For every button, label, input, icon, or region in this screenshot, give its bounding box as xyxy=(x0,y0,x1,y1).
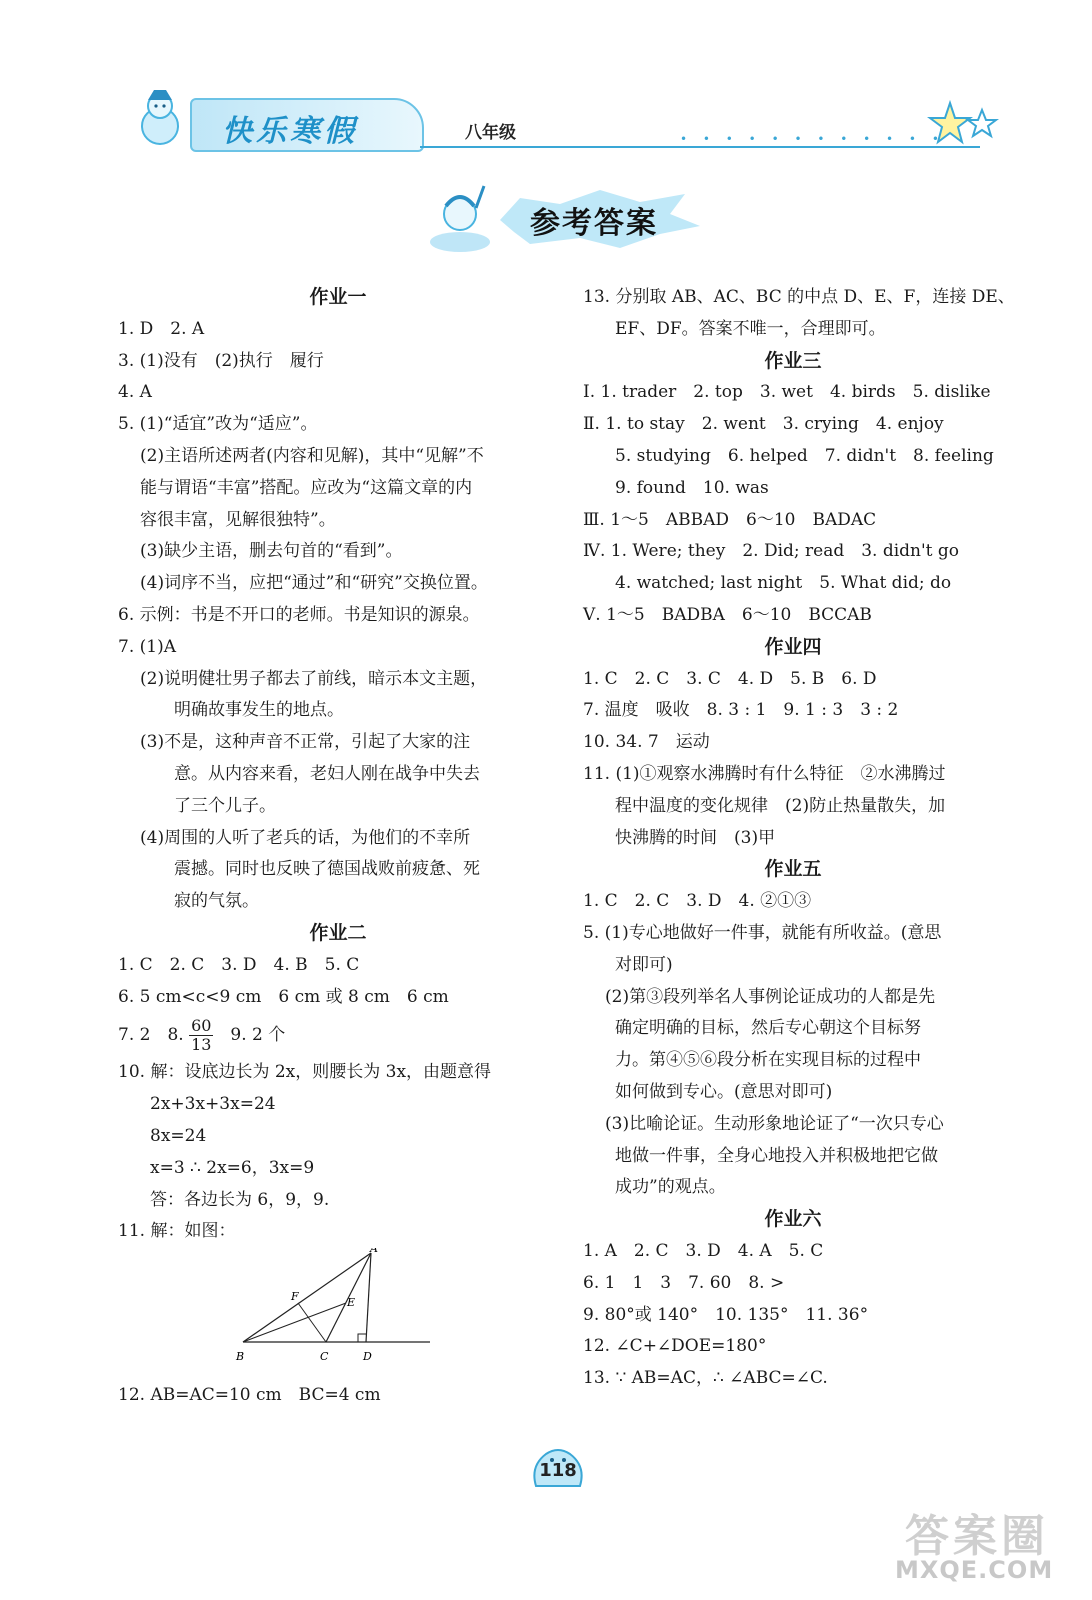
watermark-url: MXQE.COM xyxy=(895,1556,1054,1584)
answer-line: 10. 解：设底边长为 2x，则腰长为 3x，由题意得 xyxy=(118,1062,492,1083)
banner xyxy=(190,98,424,152)
answer-line: 4. A xyxy=(118,382,152,403)
answer-line: (2)主语所述两者(内容和见解)，其中“见解”不 xyxy=(140,445,484,466)
vertex-label-e: E xyxy=(347,1296,356,1310)
answer-line: (4)周围的人听了老兵的话，为他们的不幸所 xyxy=(140,827,471,848)
answer-line: 12. AB=AC=10 cm BC=4 cm xyxy=(118,1384,381,1405)
answer-line: 6. 5 cm<c<9 cm 6 cm 或 8 cm 6 cm xyxy=(118,986,449,1007)
equation-line: x=3 ∴ 2x=6，3x=9 xyxy=(150,1157,315,1178)
title-block xyxy=(420,180,700,260)
left-column xyxy=(118,282,558,1412)
answer-line: 力。第④⑤⑥段分析在实现目标的过程中 xyxy=(615,1050,921,1071)
fraction-denominator: 13 xyxy=(191,1035,212,1055)
page-header xyxy=(120,88,1010,158)
vertex-label-f: F xyxy=(291,1290,299,1304)
header-dots: • • • • • • • • • • • • • xyxy=(680,132,968,146)
geometry-figure xyxy=(118,1248,558,1368)
vertex-label-b: B xyxy=(236,1350,245,1364)
vertex-label-a: A xyxy=(370,1248,378,1256)
answer-line: (2)第③段列举名人事例论证成功的人都是先 xyxy=(605,986,936,1007)
answer-line: 成功”的观点。 xyxy=(615,1177,726,1198)
answer-line: 确定明确的目标，然后专心朝这个目标努 xyxy=(615,1018,921,1039)
answer-line: 7. (1)A xyxy=(118,636,176,657)
answer-line: 6. 示例：书是不开口的老师。书是知识的源泉。 xyxy=(118,604,480,625)
section-heading: 作业一 xyxy=(309,286,367,308)
answer-line: 容很丰富，见解很独特”。 xyxy=(140,509,336,530)
answer-line: 11. 解：如图： xyxy=(118,1221,236,1242)
girl-mascot-icon xyxy=(420,180,500,260)
answer-line: 明确故事发生的地点。 xyxy=(174,700,344,721)
answer-line: 能与谓语“丰富”搭配。应改为“这篇文章的内 xyxy=(140,477,473,498)
star-decoration-icon xyxy=(920,98,1010,148)
answer-line: 震撼。同时也反映了德国战败前疲惫、死 xyxy=(174,859,480,880)
answer-line: (3)不是，这种声音不正常，引起了大家的注 xyxy=(140,732,471,753)
equation-line: 2x+3x+3x=24 xyxy=(150,1094,276,1115)
vertex-label-d: D xyxy=(363,1350,372,1364)
answer-line: 程中温度的变化规律 (2)防止热量散失，加 xyxy=(615,795,946,816)
answer-part: 9. 2 个 xyxy=(213,1025,286,1046)
fraction xyxy=(189,1017,213,1054)
grade-label: 八年级 xyxy=(465,123,516,143)
answer-line: (2)说明健壮男子都去了前线，暗示本文主题， xyxy=(140,668,488,689)
answer-line: 5. (1)专心地做好一件事，就能有所收益。(意思 xyxy=(583,922,942,943)
answer-line: 9. 80°或 140° 10. 135° 11. 36° xyxy=(583,1304,869,1325)
answer-line: 如何做到专心。(意思对即可) xyxy=(615,1081,833,1102)
answer-line: (4)词序不当，应把“通过”和“研究”交换位置。 xyxy=(140,573,488,594)
answer-line: 7. 温度 吸收 8. 3 : 1 9. 1 : 3 3 : 2 xyxy=(583,700,899,721)
section-heading: 作业二 xyxy=(309,921,367,944)
snowman-mascot-icon xyxy=(130,88,190,148)
answer-line: 12. ∠C+∠DOE=180° xyxy=(583,1336,767,1357)
answer-line: Ⅳ. 1. Were; they 2. Did; read 3. didn't go xyxy=(583,541,960,562)
page-title: 参考答案 xyxy=(530,206,658,241)
page-number: 118 xyxy=(539,1460,577,1481)
answer-line: 13. ∵ AB=AC，∴ ∠ABC=∠C. xyxy=(583,1368,828,1389)
answer-line: (3)比喻论证。生动形象地论证了“一次只专心 xyxy=(605,1113,944,1134)
section-heading: 作业三 xyxy=(764,349,822,372)
section-heading: 作业四 xyxy=(764,635,822,658)
answer-line: (3)缺少主语，删去句首的“看到”。 xyxy=(140,541,403,562)
answer-line: 5. studying 6. helped 7. didn't 8. feeling xyxy=(615,445,994,466)
answer-line: 寂的气氛。 xyxy=(174,891,259,912)
answer-line: 6. 1 1 3 7. 60 8. > xyxy=(583,1272,785,1293)
answer-line: 1. C 2. C 3. D 4. B 5. C xyxy=(118,954,360,975)
banner-title: 快乐寒假 xyxy=(222,114,358,149)
answer-line: 1. C 2. C 3. C 4. D 5. B 6. D xyxy=(583,668,877,689)
vertex-label-c: C xyxy=(320,1350,329,1364)
answer-line: 意。从内容来看，老妇人刚在战争中失去 xyxy=(174,763,480,784)
answer-line: 4. watched; last night 5. What did; do xyxy=(615,573,952,594)
page-number-badge xyxy=(528,1446,588,1490)
section-heading: 作业六 xyxy=(764,1208,822,1231)
answer-line: 13. 分别取 AB、AC、BC 的中点 D、E、F，连接 DE、 xyxy=(583,287,1015,307)
section-heading: 作业五 xyxy=(764,858,822,881)
answer-line: 1. A 2. C 3. D 4. A 5. C xyxy=(583,1240,824,1261)
fraction-numerator: 60 xyxy=(191,1016,212,1036)
answer-line: 了三个儿子。 xyxy=(174,795,276,816)
answer-line: 地做一件事，全身心地投入并积极地把它做 xyxy=(615,1145,938,1166)
answer-line: 9. found 10. was xyxy=(615,477,769,498)
right-column xyxy=(583,282,1015,1395)
answer-line: Ⅱ. 1. to stay 2. went 3. crying 4. enjoy xyxy=(583,414,944,435)
answer-part: 7. 2 8. xyxy=(118,1025,190,1046)
answer-line: 10. 34. 7 运动 xyxy=(583,732,710,753)
answer-line: 快沸腾的时间 (3)甲 xyxy=(615,827,776,848)
answer-line: 11. (1)①观察水沸腾时有什么特征 ②水沸腾过 xyxy=(583,763,946,784)
answer-line: Ⅲ. 1～5 ABBAD 6～10 BADAC xyxy=(583,509,877,530)
answer-line: 3. (1)没有 (2)执行 履行 xyxy=(118,350,324,371)
answer-line: Ⅴ. 1～5 BADBA 6～10 BCCAB xyxy=(583,604,872,625)
answer-line: 1. D 2. A xyxy=(118,318,205,339)
answer-line: Ⅰ. 1. trader 2. top 3. wet 4. birds 5. dislike xyxy=(583,382,991,403)
answer-line: 1. C 2. C 3. D 4. ②①③ xyxy=(583,891,812,912)
answer-line: 5. (1)“适宜”改为“适应”。 xyxy=(118,414,318,435)
watermark xyxy=(885,1500,1085,1590)
answer-line: EF、DF。答案不唯一，合理即可。 xyxy=(615,318,886,339)
answer-line: 答：各边长为 6，9，9. xyxy=(150,1189,330,1210)
header-rule xyxy=(420,146,980,148)
answer-line-fraction xyxy=(118,1013,558,1057)
equation-line: 8x=24 xyxy=(150,1125,207,1146)
answer-line: 对即可) xyxy=(615,954,673,975)
watermark-text: 答案圈 xyxy=(905,1511,1049,1562)
